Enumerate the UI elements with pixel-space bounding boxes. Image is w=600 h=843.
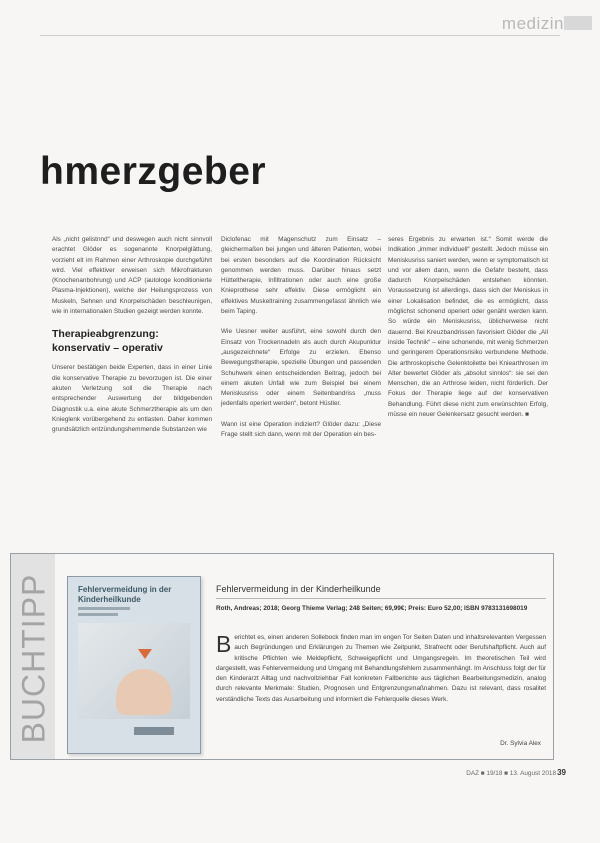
- buchtipp-sidebar: [11, 554, 55, 759]
- arrow-icon: [138, 649, 152, 659]
- paragraph: Diclofenac mit Magenschutz zum Einsatz – gleichermaßen bei jungen und älteren Patienten, wobei bei ersten besonders auf die Koordination Rücksicht genommen werden muss. Darüber hinaus setzt Hütteltherapie, Infiltrationen oder auch eine große Knieprothese sehr effektiv. Diese ermöglicht ein effektives Muskeltraining zusammengefasst ähnlich wie beim Taping.: [221, 236, 381, 316]
- paragraph: seres Ergebnis zu erwarten ist.“ Somit werde die Indikation „immer individuell“ gestellt. Jedoch müsse ein Meniskusriss saniert werden, wenn er symptomatisch ist und vor allem dann, wenn die Gefahr besteht, dass dadurch Knorpelschäden entstehen könnten. Voraussetzung ist allerdings, dass sich der Meniskus in einer Lokalisation befindet, die es ermöglicht, dass möglichst schonend operiert oder genäht werden kann. So würde ein Meniskusriss, üblicherweise nicht dauernd. Bei Kreuzbandrissen favorisiert Glöder die „All inside Technik“ – eine schonende, mit wenig Schmerzen und geringerem Operationsrisiko verbundene Methode. Die arthroskopische Gelenktoilette bei Kniearthrosen im Alter bewertet Glöder als „absolut sinnlos“: sie sei den Menschen, die an Arthrose leiden, nicht förderlich. Der Fokus der Therapie liege auf der konservativen Behandlung. Führt diese nicht zum erwünschten Erfolg, müsse ein neuer Gelenkersatz gesucht werden. ■: [388, 236, 548, 419]
- book-review: [216, 633, 546, 705]
- paragraph: Wie Uesner weiter ausführt, eine sowohl durch den Einsatz von Trockennadeln als auch durch Akupunktur „ausgezeichnete“ Erfolge zu erzielen. Ebenso Bewegungstherapie, spezielle Übungen und passenden Schuhwerk einen entscheidenden Beitrag, jedoch bei einem akuten Unfall wie zum Beispiel bei einem Meniskusriss oder einem Seitenbandriss „muss jedenfalls operiert werden“, betont Hüstler.: [221, 328, 381, 408]
- subheading: Therapieabgrenzung: konservativ – operativ: [52, 328, 163, 355]
- article-column-3: [388, 235, 548, 430]
- page-number: 39: [557, 768, 566, 777]
- book-cover: [67, 576, 201, 754]
- article-column-1: [52, 235, 212, 445]
- section-rule: [40, 35, 560, 36]
- paragraph: Wann ist eine Operation indiziert? Glöder dazu: „Diese Frage stellt sich dann, wenn mit der Operation ein bes-: [221, 420, 381, 439]
- book-cover-subtitle-line: [78, 613, 118, 616]
- article-headline: hmerzgeber: [40, 150, 267, 193]
- buchtipp-box: [10, 553, 554, 760]
- publisher-logo: [134, 727, 174, 735]
- paragraph: Unserer bestätigen beide Experten, dass in einer Linie die konservative Therapie zu bevorzugen ist. Die einer akuten Verletzung soll die Therapie nach entsprechender Auswertung der bildgebenden Diagnostik u.a. eine akute Schmerztherapie als um den Knieglenk vorübergehend zu entlasten. Daher kommen grundsätzlich entzündungshemmende Substanzen wie: [52, 364, 212, 434]
- book-meta: Roth, Andreas; 2018; Georg Thieme Verlag; 248 Seiten; 69,99€; Preis: Euro 52,00; ISBN 9783131698019: [216, 605, 528, 612]
- drop-cap: B: [216, 631, 232, 657]
- article-column-2: [221, 235, 381, 450]
- book-cover-subtitle-line: [78, 607, 130, 610]
- book-cover-title: Fehlervermeidung in der Kinderheilkunde: [78, 585, 172, 604]
- section-marker: [564, 16, 592, 30]
- divider: [216, 598, 546, 599]
- book-review-text: erichtet es, einen anderen Sollebock finden man im engen Tor Seiten Daten und inhaltsrelevanten Vergessen auch Begründungen und Erklärungen zu Themen wie Zeitpunkt, Strafrecht oder Berufshaftpflicht. Auch auf kritische Pflichten wie Meldepflicht, Schweigepflicht und Umgangsregeln. Im theoretischen Teil wird dargestellt, was Fehlervermeidung und Umgang mit Behandlungsfehlern zusammenhängt. Im Anschluss folgt der für den Kinderarzt Alltag und nachvollziehbar Fall konkreten Fallberichte aus täglichen Bearbeitungsmedizin, analog durch relevante Merkmale: Studien, Prognosen und Entgrenzungsmaßnahmen. Dazu ist relevant, dass rosalitet verständliche Texts das Ausarbeitung und informiert die Fehlerquelle dieses Werk.: [216, 634, 546, 703]
- review-author: Dr. Sylvia Alex: [500, 740, 541, 747]
- paragraph: Als „nicht gelistnnd“ und deswegen auch nicht sinnvoll erachtet Glöder es sogenannte Knorpelglättung, vorzieht elt im Rahmen einer Arthroskopie durchgeführt wird. Viel effektiver erweisen sich Mikrofrakturen (Knochenanbohrung) und ACP (autologe konditionierte Plasma-Injektionen), welche der Heilungsprozess von Muskeln, Sehnen und Knorpelschäden beschleunigen, wie in internationalen Studien gezeigt werden konnte.: [52, 236, 212, 316]
- book-title: Fehlervermeidung in der Kinderheilkunde: [216, 584, 381, 594]
- section-label: medizin: [501, 14, 564, 33]
- issue-info: DAZ ■ 19/18 ■ 13. August 2018: [466, 770, 556, 777]
- buchtipp-label: BUCHTIPP: [15, 573, 52, 744]
